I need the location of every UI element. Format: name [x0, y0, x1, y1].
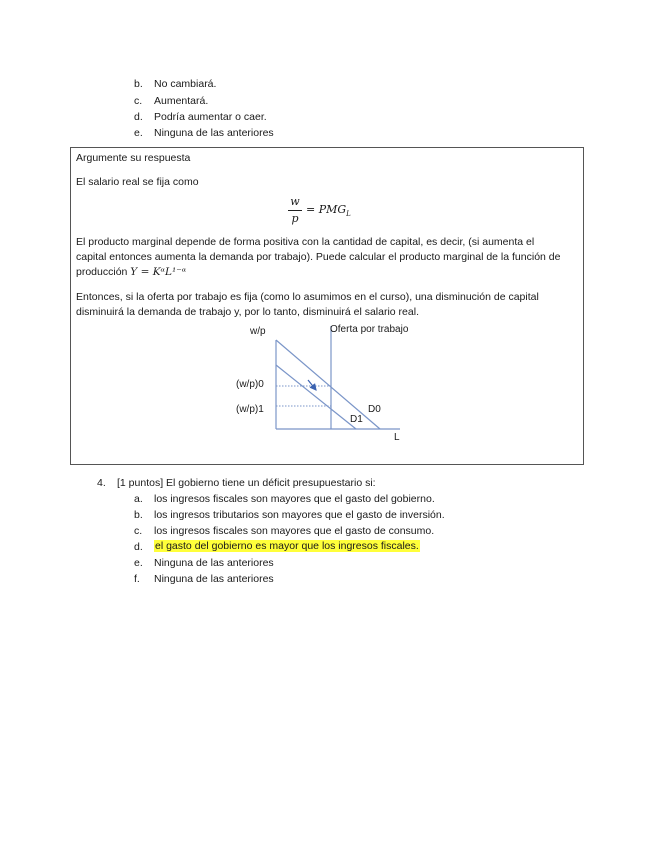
answer-line1: El salario real se fija como — [76, 176, 199, 188]
prev-option-letter: d. — [134, 111, 143, 123]
d0-curve — [276, 340, 380, 429]
answer-heading: Argumente su respuesta — [76, 152, 191, 164]
q4-option-letter: d. — [134, 541, 143, 553]
answer-para1-line3: producción Y = KᵅL¹⁻ᵅ — [76, 266, 187, 278]
prev-option-text: Podría aumentar o caer. — [154, 111, 267, 123]
prev-option-letter: b. — [134, 78, 143, 90]
labor-market-chart — [220, 318, 420, 446]
q4-option-d-highlighted[interactable]: el gasto del gobierno es mayor que los ingresos fiscales. — [155, 540, 419, 552]
formula-denominator: p — [291, 212, 299, 225]
shift-arrow — [308, 380, 316, 390]
fraction-bar — [288, 210, 302, 211]
production-function: Y = KᵅL¹⁻ᵅ — [130, 266, 187, 278]
answer-para1-line2: capital entonces aumenta la demanda por trabajo). Puede calcular el producto marginal de la función de — [76, 251, 561, 263]
real-wage-formula — [288, 194, 358, 228]
prev-option-text: Ninguna de las anteriores — [154, 127, 274, 139]
x-axis-label: L — [394, 432, 400, 443]
answer-para1-line1: El producto marginal depende de forma positiva con la cantidad de capital, es decir, (si aumenta el — [76, 236, 535, 248]
prev-option-text: Aumentará. — [154, 95, 209, 107]
w0-label: (w/p)0 — [236, 379, 264, 390]
q4-option-c[interactable]: los ingresos fiscales son mayores que el gasto de consumo. — [154, 525, 435, 537]
answer-para2-line1: Entonces, si la oferta por trabajo es fija (como lo asumimos en el curso), una disminución de capital — [76, 291, 539, 303]
prev-option-letter: c. — [134, 95, 143, 107]
y-axis-label: w/p — [250, 326, 266, 337]
question4-text: [1 puntos] El gobierno tiene un déficit presupuestario si: — [117, 477, 376, 489]
supply-label: Oferta por trabajo — [330, 324, 409, 335]
q4-option-letter: a. — [134, 493, 143, 505]
prev-option-text: No cambiará. — [154, 78, 217, 90]
d0-label: D0 — [368, 404, 381, 415]
formula-numerator: w — [290, 195, 300, 208]
q4-option-e[interactable]: Ninguna de las anteriores — [154, 557, 274, 569]
question4-number: 4. — [97, 477, 106, 489]
q4-option-f[interactable]: Ninguna de las anteriores — [154, 573, 274, 585]
q4-option-letter: e. — [134, 557, 143, 569]
prev-option-letter: e. — [134, 127, 143, 139]
q4-option-b[interactable]: los ingresos tributarios son mayores que el gasto de inversión. — [154, 509, 445, 521]
w1-label: (w/p)1 — [236, 404, 264, 415]
d1-label: D1 — [350, 414, 363, 425]
q4-option-a[interactable]: los ingresos fiscales son mayores que el gasto del gobierno. — [154, 493, 435, 505]
formula-rhs: = $PMG_L$ — [306, 203, 351, 219]
answer-para2-line2: disminuirá la demanda de trabajo y, por lo tanto, disminuirá el salario real. — [76, 306, 419, 318]
q4-option-letter: b. — [134, 509, 143, 521]
q4-option-letter: f. — [134, 573, 140, 585]
q4-option-letter: c. — [134, 525, 143, 537]
